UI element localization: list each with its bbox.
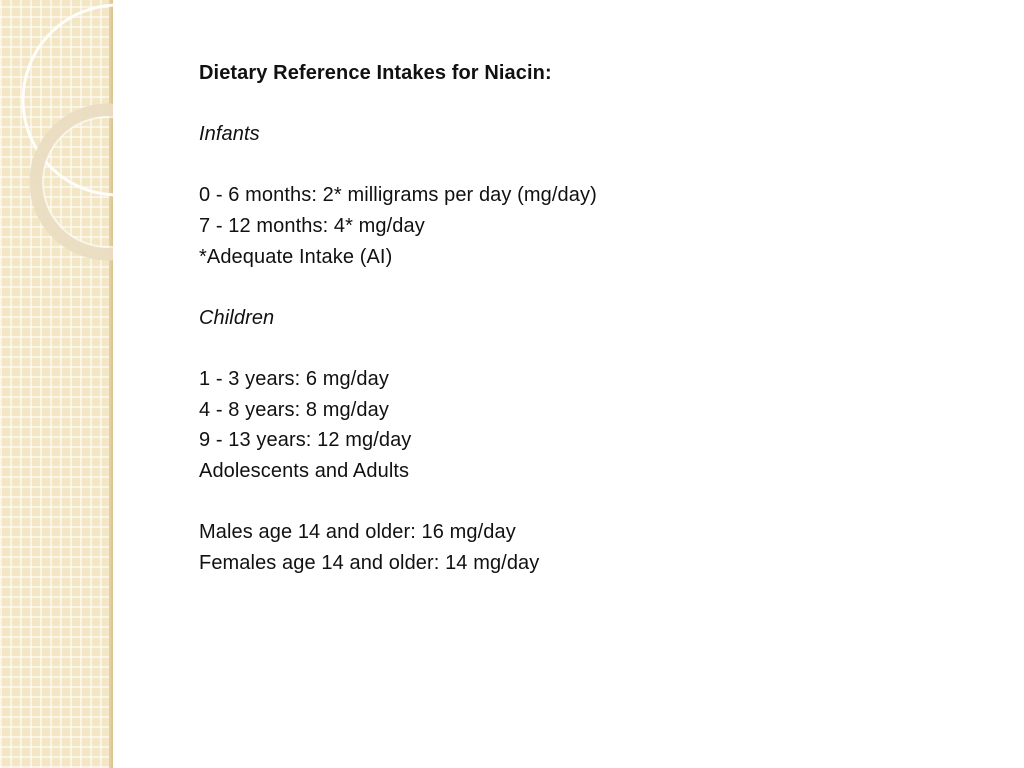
adequate-intake-note: *Adequate Intake (AI) [199,245,393,268]
adults-line: Males age 14 and older: 16 mg/day [199,520,516,543]
children-line: 1 - 3 years: 6 mg/day [199,367,389,390]
children-line: 4 - 8 years: 8 mg/day [199,398,389,421]
slide-title: Dietary Reference Intakes for Niacin: [199,62,552,84]
spacer [199,272,979,303]
decorative-ring-small-outer [36,110,113,254]
decorative-rings [0,0,113,768]
infants-line: 7 - 12 months: 4* mg/day [199,214,425,237]
spacer [199,150,979,181]
spacer [199,486,979,517]
adults-line: Females age 14 and older: 14 mg/day [199,551,540,574]
infants-line: 0 - 6 months: 2* milligrams per day (mg/day) [199,184,597,207]
section-heading-infants: Infants [199,123,260,146]
spacer [199,333,979,364]
section-heading-children: Children [199,306,275,329]
section-heading-adolescents-adults: Adolescents and Adults [199,459,410,482]
slide-body [199,58,979,578]
spacer [199,89,979,120]
children-line: 9 - 13 years: 12 mg/day [199,429,412,452]
